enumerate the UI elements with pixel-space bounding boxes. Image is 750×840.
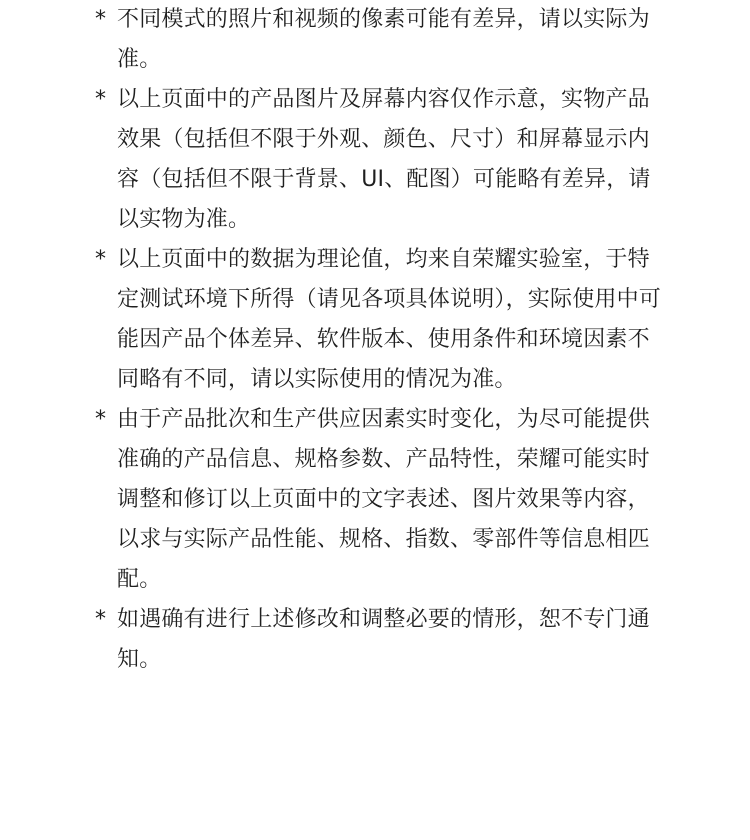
disclaimer-item-pixel-difference [95, 0, 665, 80]
bullet-asterisk: * [95, 7, 106, 32]
disclaimer-list [95, 0, 665, 680]
bullet-asterisk: * [95, 407, 106, 432]
disclaimer-text: 由于产品批次和生产供应因素实时变化，为尽可能提供准确的产品信息、规格参数、产品特性，荣耀可能实时调整和修订以上页面中的文字表述、图片效果等内容，以求与实际产品性能、规格、指数、零部件等信息相匹配。 [117, 407, 650, 592]
disclaimer-item-product-image [95, 80, 665, 240]
disclaimer-item-theoretical-data [95, 240, 665, 400]
bullet-asterisk: * [95, 607, 106, 632]
disclaimer-text: 以上页面中的数据为理论值，均来自荣耀实验室，于特定测试环境下所得（请见各项具体说明），实际使用中可能因产品个体差异、软件版本、使用条件和环境因素不同略有不同，请以实际使用的情况为准。 [117, 247, 662, 392]
bullet-asterisk: * [95, 87, 106, 112]
bullet-asterisk: * [95, 247, 106, 272]
disclaimer-item-product-updates [95, 400, 665, 600]
disclaimer-text: 以上页面中的产品图片及屏幕内容仅作示意，实物产品效果（包括但不限于外观、颜色、尺寸）和屏幕显示内容（包括但不限于背景、UI、配图）可能略有差异，请以实物为准。 [117, 87, 651, 232]
disclaimer-text: 不同模式的照片和视频的像素可能有差异，请以实际为准。 [117, 7, 650, 72]
disclaimer-item-no-notice [95, 600, 665, 680]
disclaimer-text: 如遇确有进行上述修改和调整必要的情形，恕不专门通知。 [117, 607, 650, 672]
